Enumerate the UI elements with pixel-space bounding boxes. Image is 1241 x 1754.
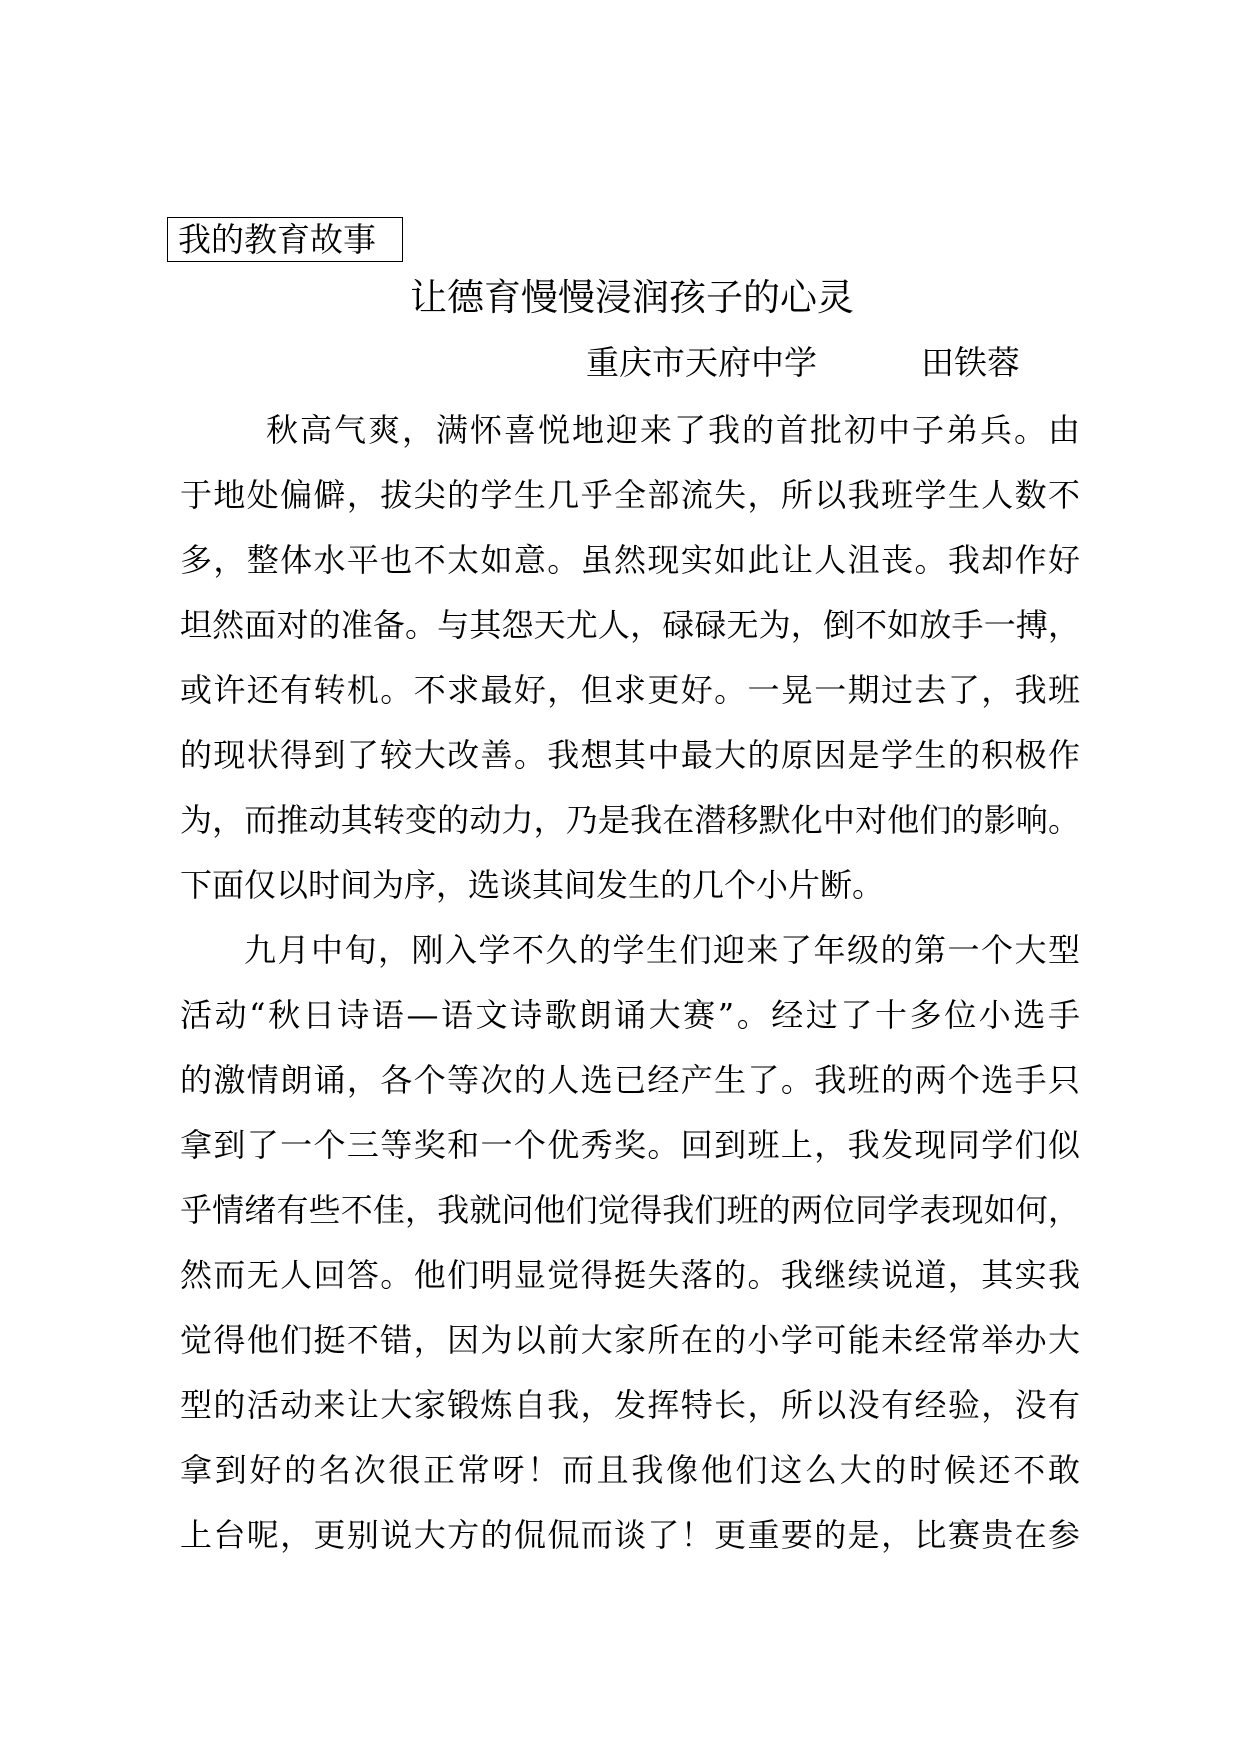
text-line: 为，而推动其转变的动力，乃是我在潜移默化中对他们的影响。 bbox=[180, 801, 1080, 839]
text-line: 乎情绪有些不佳，我就问他们觉得我们班的两位同学表现如何， bbox=[180, 1191, 1080, 1229]
section-label-text: 我的教育故事 bbox=[178, 220, 376, 259]
text-line: 的现状得到了较大改善。我想其中最大的原因是学生的积极作 bbox=[180, 736, 1080, 774]
text-line: 的激情朗诵，各个等次的人选已经产生了。我班的两个选手只 bbox=[180, 1061, 1080, 1099]
section-label-box bbox=[167, 217, 403, 262]
author-name: 田铁蓉 bbox=[921, 343, 1020, 382]
text-line: 然而无人回答。他们明显觉得挺失落的。我继续说道，其实我 bbox=[180, 1256, 1080, 1294]
text-line: 下面仅以时间为序，选谈其间发生的几个小片断。 bbox=[180, 866, 885, 904]
text-line: 觉得他们挺不错，因为以前大家所在的小学可能未经常举办大 bbox=[180, 1321, 1080, 1359]
paragraph bbox=[180, 918, 1080, 1568]
text-line: 拿到好的名次很正常呀！而且我像他们这么大的时候还不敢 bbox=[180, 1451, 1080, 1489]
text-line: 拿到了一个三等奖和一个优秀奖。回到班上，我发现同学们似 bbox=[180, 1126, 1080, 1164]
text-line: 秋高气爽，满怀喜悦地迎来了我的首批初中子弟兵。由 bbox=[266, 411, 1080, 449]
paragraph bbox=[180, 398, 1080, 918]
text-line: 坦然面对的准备。与其怨天尤人，碌碌无为，倒不如放手一搏， bbox=[180, 606, 1080, 644]
article-title: 让德育慢慢浸润孩子的心灵 bbox=[410, 276, 854, 319]
text-line: 或许还有转机。不求最好，但求更好。一晃一期过去了，我班 bbox=[180, 671, 1080, 709]
author-school: 重庆市天府中学 bbox=[586, 343, 817, 382]
text-line: 九月中旬，刚入学不久的学生们迎来了年级的第一个大型 bbox=[244, 931, 1080, 969]
text-line: 上台呢，更别说大方的侃侃而谈了！更重要的是，比赛贵在参 bbox=[180, 1516, 1080, 1554]
text-line: 活动“秋日诗语—语文诗歌朗诵大赛”。经过了十多位小选手 bbox=[180, 996, 1080, 1034]
text-line: 多，整体水平也不太如意。虽然现实如此让人沮丧。我却作好 bbox=[180, 541, 1080, 579]
article-body bbox=[180, 398, 1080, 1568]
text-line: 于地处偏僻，拔尖的学生几乎全部流失，所以我班学生人数不 bbox=[180, 476, 1080, 514]
text-line: 型的活动来让大家锻炼自我，发挥特长，所以没有经验，没有 bbox=[180, 1386, 1080, 1424]
